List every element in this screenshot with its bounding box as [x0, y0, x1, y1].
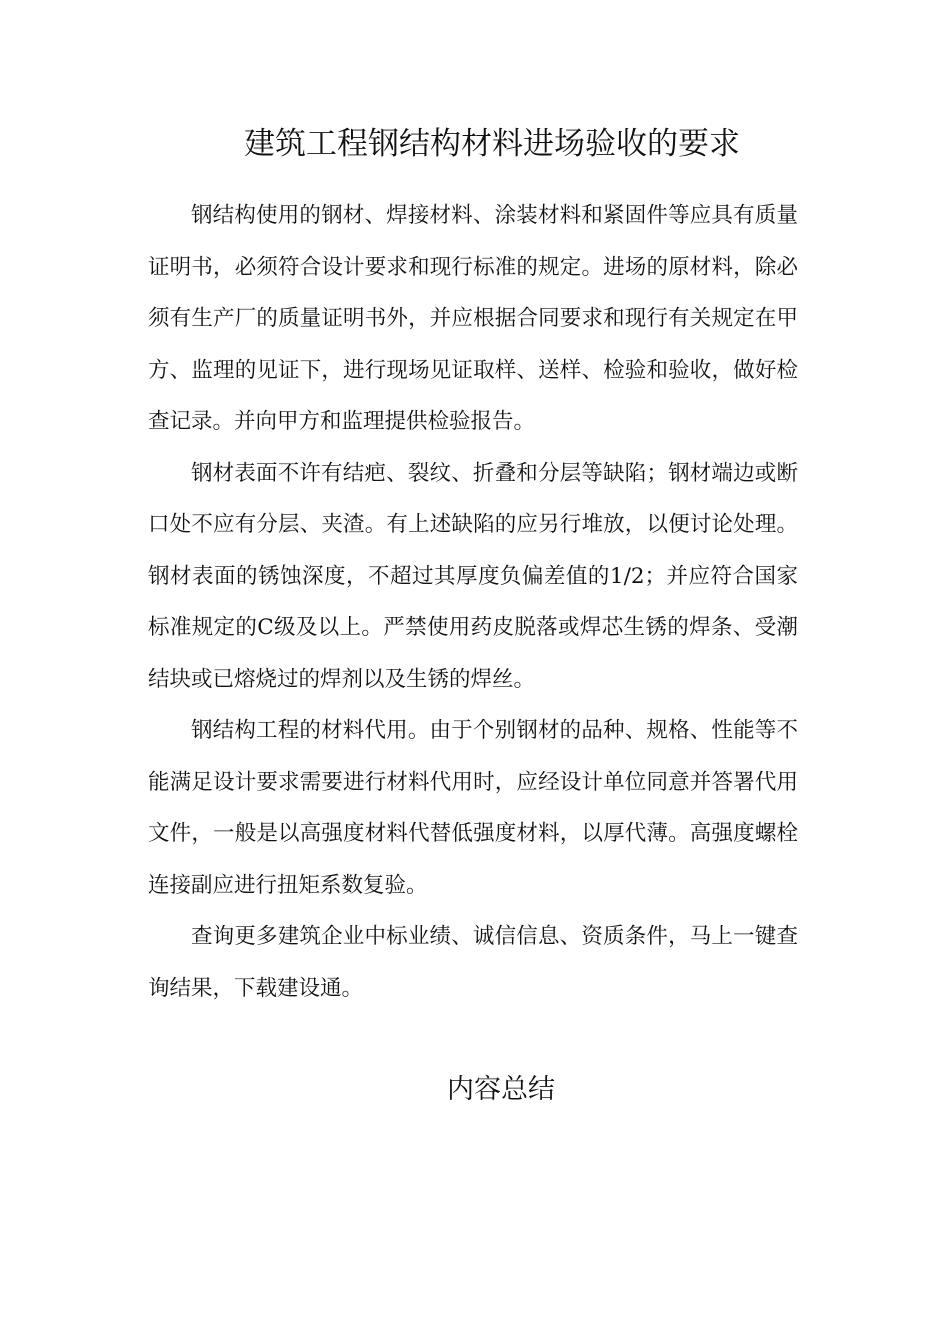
document-title: 建筑工程钢结构材料进场验收的要求 [244, 126, 740, 162]
summary-heading: 内容总结 [447, 1074, 555, 1105]
paragraph-material-certificates: 钢结构使用的钢材、焊接材料、涂装材料和紧固件等应具有质量证明书，必须符合设计要求和现行标准的规定。进场的原材料，除必须有生产厂的质量证明书外，并应根据合同要求和现行有关规定在甲方、监理的见证下，进行现场见证取样、送样、检验和验收，做好检查记录。并向甲方和监理提供检验报告。 [148, 203, 798, 434]
paragraph-surface-defects: 钢材表面不许有结疤、裂纹、折叠和分层等缺陷；钢材端边或断口处不应有分层、夹渣。有上述缺陷的应另行堆放，以便讨论处理。钢材表面的锈蚀深度，不超过其厚度负偏差值的1/2；并应符合国家标准规定的C级及以上。严禁使用药皮脱落或焊芯生锈的焊条、受潮结块或已熔烧过的焊剂以及生锈的焊丝。 [148, 460, 798, 692]
paragraph-query-promo: 查询更多建筑企业中标业绩、诚信信息、资质条件，马上一键查询结果，下载建设通。 [148, 924, 798, 1001]
paragraph-material-substitution: 钢结构工程的材料代用。由于个别钢材的品种、规格、性能等不能满足设计要求需要进行材料代用时，应经设计单位同意并答署代用文件，一般是以高强度材料代替低强度材料，以厚代薄。高强度螺栓连接副应进行扭矩系数复验。 [148, 718, 798, 898]
document-body [148, 190, 798, 1014]
